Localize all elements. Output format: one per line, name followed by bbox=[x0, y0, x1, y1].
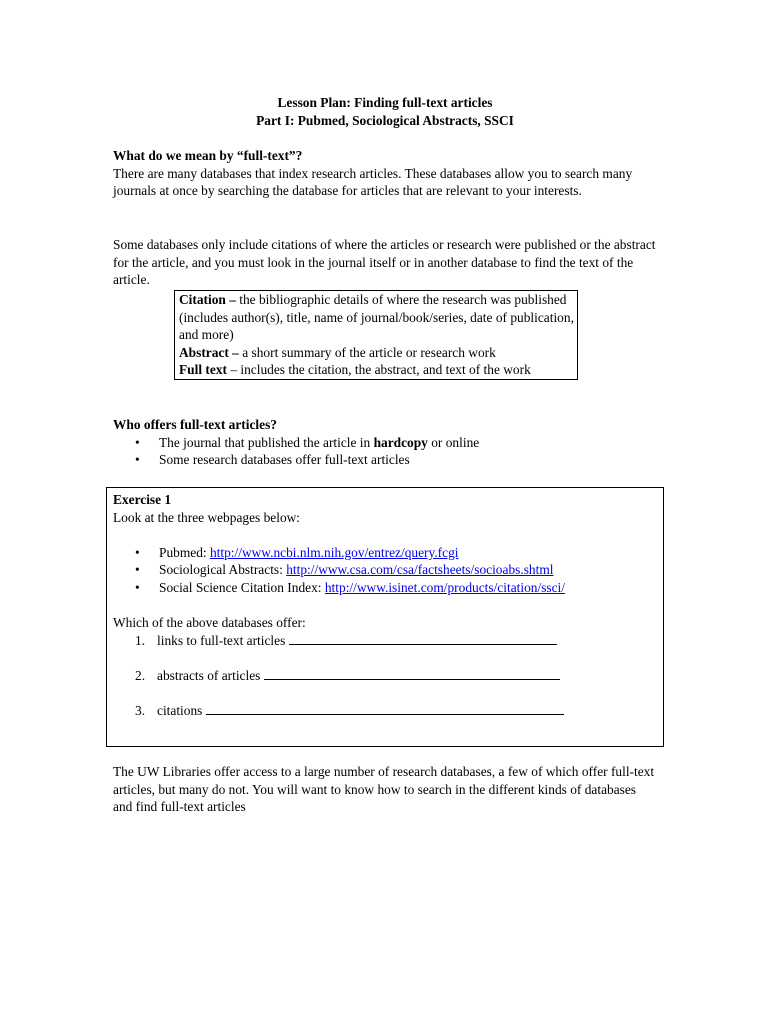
paragraph-closing: The UW Libraries offer access to a large number of research databases, a few of which offer full-text articles, but many do not. You will want to know how to search in the different kinds of databases and find full-text articles bbox=[113, 764, 655, 815]
section-who-offers bbox=[113, 416, 658, 469]
section-heading: Who offers full-text articles? bbox=[113, 417, 277, 432]
bullet-icon: • bbox=[135, 544, 140, 560]
definition-abstract bbox=[179, 344, 577, 362]
definitions-box bbox=[174, 290, 578, 380]
exercise-intro: Look at the three webpages below: bbox=[113, 509, 301, 525]
website-list bbox=[113, 544, 663, 597]
list-item bbox=[113, 451, 658, 469]
section-full-text-definition bbox=[113, 147, 658, 200]
site-label: Social Science Citation Index: bbox=[159, 579, 325, 595]
list-item-text: The journal that published the article in bbox=[159, 434, 374, 450]
definition-text: a short summary of the article or research work bbox=[238, 344, 496, 360]
bullet-icon: • bbox=[135, 434, 140, 450]
spacer bbox=[113, 649, 663, 667]
question-text: citations bbox=[157, 703, 206, 719]
list-item-text: Some research databases offer full-text articles bbox=[159, 452, 410, 468]
answer-blank[interactable] bbox=[264, 667, 560, 680]
question-item bbox=[113, 632, 663, 650]
question-number: 1. bbox=[135, 632, 146, 648]
sociological-abstracts-link[interactable]: http://www.csa.com/csa/factsheets/socioabs.shtml bbox=[286, 562, 554, 578]
question-text: links to full-text articles bbox=[157, 632, 289, 648]
bullet-icon: • bbox=[135, 452, 140, 468]
bullet-icon: • bbox=[135, 579, 140, 595]
definition-citation bbox=[179, 291, 577, 344]
question-text: abstracts of articles bbox=[157, 667, 264, 683]
exercise-box bbox=[106, 487, 664, 747]
list-item bbox=[113, 561, 663, 579]
bullet-icon: • bbox=[135, 562, 140, 578]
definition-text: – includes the citation, the abstract, and text of the work bbox=[226, 362, 531, 378]
list-item bbox=[113, 434, 658, 452]
ssci-link[interactable]: http://www.isinet.com/products/citation/ssci/ bbox=[324, 579, 565, 595]
question-item bbox=[113, 702, 663, 720]
paragraph-citations: Some databases only include citations of where the articles or research were published or the abstract for the article, and you must look in the journal itself or in another database to find the text of the article. bbox=[113, 237, 656, 288]
list-item bbox=[113, 579, 663, 597]
definition-term: Full text bbox=[179, 362, 227, 378]
answer-blank[interactable] bbox=[206, 702, 564, 715]
bullet-list bbox=[113, 434, 658, 469]
paragraph-intro: There are many databases that index research articles. These databases allow you to search many journals at once by searching the database for articles that are relevant to your interests. bbox=[113, 165, 633, 199]
document-subtitle: Part I: Pubmed, Sociological Abstracts, SSCI bbox=[256, 112, 514, 128]
question-number: 2. bbox=[135, 667, 146, 683]
document-title: Lesson Plan: Finding full-text articles bbox=[277, 95, 493, 110]
definition-term: Citation – bbox=[179, 292, 236, 307]
question-item bbox=[113, 667, 663, 685]
question-number: 3. bbox=[135, 703, 146, 719]
list-item-emphasis: hardcopy bbox=[373, 434, 428, 450]
question-intro: Which of the above databases offer: bbox=[113, 615, 306, 631]
site-label: Pubmed: bbox=[159, 544, 210, 560]
list-item-text: or online bbox=[427, 434, 480, 450]
exercise-title: Exercise 1 bbox=[113, 492, 172, 507]
section-citations-paragraph bbox=[113, 236, 658, 289]
answer-blank[interactable] bbox=[289, 632, 557, 645]
question-list bbox=[113, 632, 663, 720]
definition-text: the bibliographic details of where the research was published (includes author(s), title, name of journal/book/series, date of publication, and more) bbox=[179, 292, 574, 343]
section-closing bbox=[113, 763, 658, 816]
pubmed-link[interactable]: http://www.ncbi.nlm.nih.gov/entrez/query.fcgi bbox=[209, 544, 459, 560]
section-heading: What do we mean by “full-text”? bbox=[113, 148, 303, 163]
list-item bbox=[113, 544, 663, 562]
spacer bbox=[113, 685, 663, 703]
definition-full-text bbox=[179, 361, 577, 379]
definition-term: Abstract – bbox=[179, 344, 239, 360]
site-label: Sociological Abstracts: bbox=[159, 562, 287, 578]
document-header bbox=[0, 94, 770, 129]
